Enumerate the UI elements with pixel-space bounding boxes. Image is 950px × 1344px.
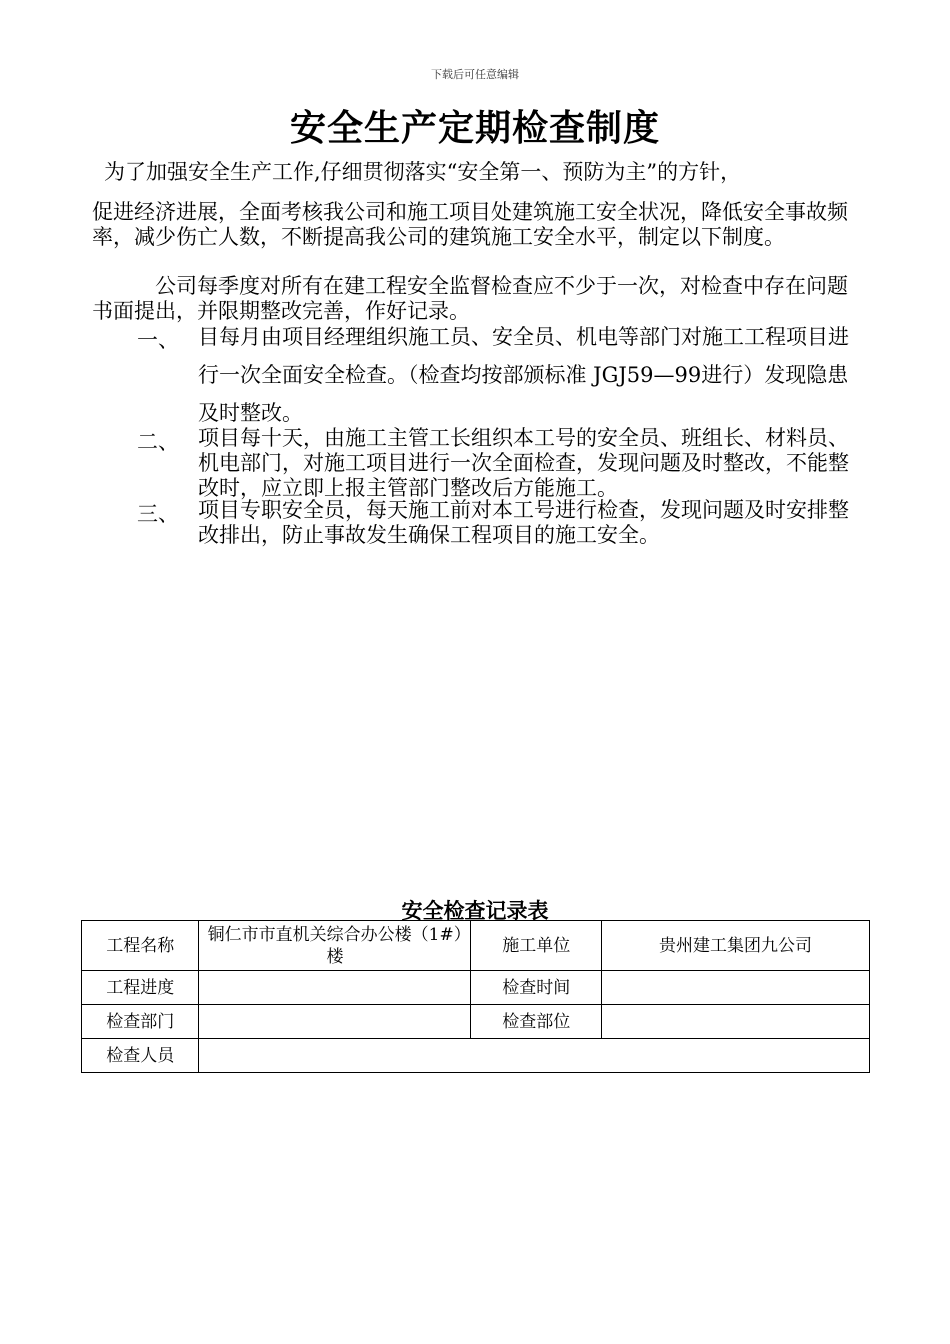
construction-unit-label: 施工单位 [471, 921, 601, 971]
list-item-number: 三、 [137, 502, 179, 526]
check-dept-value[interactable] [199, 1005, 471, 1039]
intro-paragraph: 促进经济进展，全面考核我公司和施工项目处建筑施工安全状况，降低安全事故频率，减少伤亡人数，不断提高我公司的建筑施工安全水平，制定以下制度。 [92, 200, 848, 249]
progress-label: 工程进度 [82, 971, 199, 1005]
table-row [82, 921, 870, 971]
check-part-value[interactable] [601, 1005, 869, 1039]
table-row [82, 1039, 870, 1073]
check-part-label: 检查部位 [471, 1005, 601, 1039]
project-name-value[interactable]: 铜仁市市直机关综合办公楼（1#）楼 [199, 921, 471, 971]
list-item-number: 二、 [137, 430, 179, 454]
construction-unit-value[interactable]: 贵州建工集团九公司 [601, 921, 869, 971]
list-item-text: 项目每十天，由施工主管工长组织本工号的安全员、班组长、材料员、机电部门，对施工项目进行一次全面检查，发现问题及时整改，不能整改时，应立即上报主管部门整改后方能施工。 [198, 426, 849, 500]
intro-first-line: 为了加强安全生产工作,仔细贯彻落实“安全第一、预防为主”的方针， [104, 160, 742, 184]
progress-value[interactable] [199, 971, 471, 1005]
list-item-text: 目每月由项目经理组织施工员、安全员、机电等部门对施工工程项目进行一次全面安全检查。（检查均按部颁标准 JGJ59—99进行）发现隐患及时整改。 [198, 325, 849, 425]
inspector-label: 检查人员 [82, 1039, 199, 1073]
document-title: 安全生产定期检查制度 [289, 107, 660, 149]
header-note: 下载后可任意编辑 [431, 68, 519, 81]
list-item-number: 一、 [137, 328, 179, 352]
list-item-text: 项目专职安全员，每天施工前对本工号进行检查，发现问题及时安排整改排出，防止事故发生确保工程项目的施工安全。 [198, 498, 849, 547]
table-row [82, 971, 870, 1005]
check-dept-label: 检查部门 [82, 1005, 199, 1039]
safety-check-record-table [81, 920, 870, 1073]
project-name-label: 工程名称 [82, 921, 199, 971]
check-time-value[interactable] [601, 971, 869, 1005]
table-row [82, 1005, 870, 1039]
quarterly-check-paragraph: 公司每季度对所有在建工程安全监督检查应不少于一次，对检查中存在问题书面提出，并限期整改完善，作好记录。 [92, 274, 848, 323]
check-time-label: 检查时间 [471, 971, 601, 1005]
record-table-title: 安全检查记录表 [401, 898, 549, 923]
inspector-value[interactable] [199, 1039, 870, 1073]
